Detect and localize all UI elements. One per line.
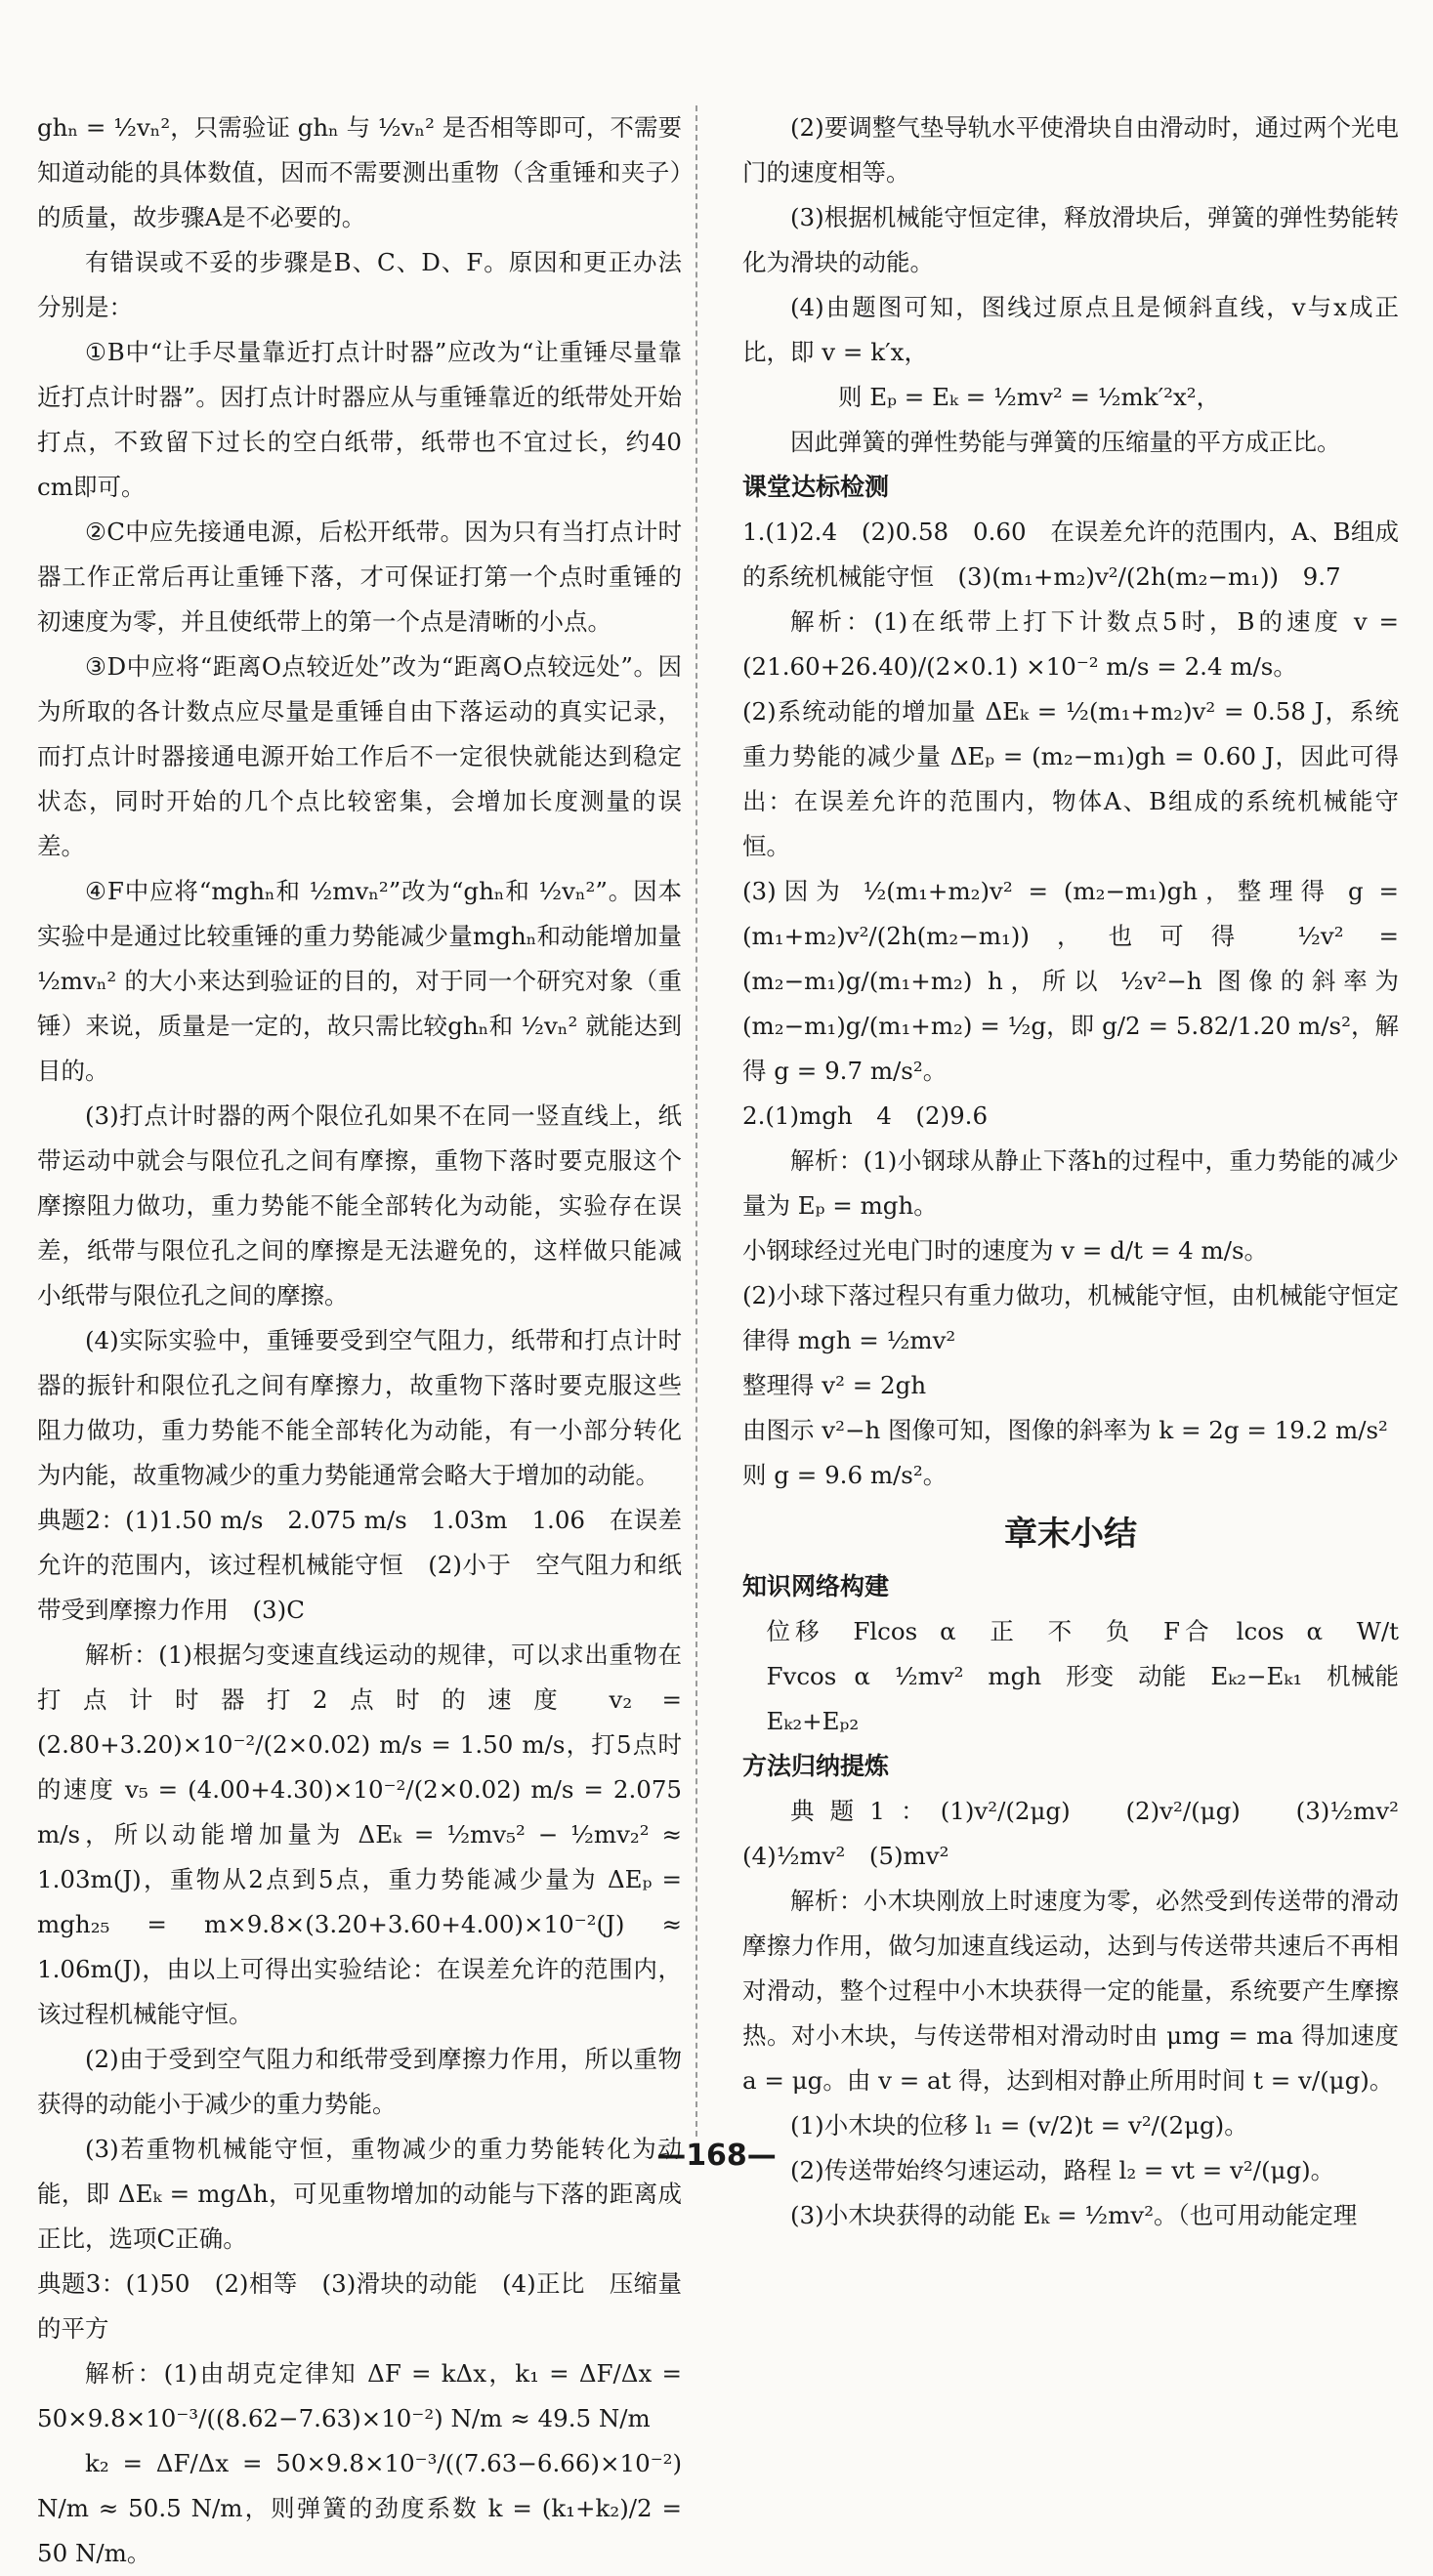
paragraph: (1)小木块的位移 l₁ = (v/2)t = v²/(2μg)。	[790, 2111, 1248, 2140]
right-column	[742, 105, 1423, 2238]
paragraph: (2)由于受到空气阻力和纸带受到摩擦力作用，所以重物获得的动能小于减少的重力势能。	[37, 2045, 682, 2118]
paragraph: 解析：(1)小钢球从静止下落h的过程中，重力势能的减少量为 Eₚ = mgh。	[742, 1146, 1399, 1220]
page-number: —168—	[656, 2139, 777, 2173]
paragraph: 因此弹簧的弹性势能与弹簧的压缩量的平方成正比。	[790, 428, 1341, 456]
section-heading-network: 知识网络构建	[742, 1572, 890, 1600]
paragraph: (3)根据机械能守恒定律，释放滑块后，弹簧的弹性势能转化为滑块的动能。	[742, 203, 1399, 276]
paragraph: 由图示 v²−h 图像可知，图像的斜率为 k = 2g = 19.2 m/s²	[742, 1416, 1388, 1444]
column-divider	[695, 105, 697, 2137]
paragraph: 则 g = 9.6 m/s²。	[742, 1461, 948, 1489]
paragraph: 解析：(1)根据匀变速直线运动的规律，可以求出重物在打点计时器打2点时的速度 v₂ = (2.80+3.20)×10⁻²/(2×0.02) m/s = 1.50 m/s，打5点时的速度 v₅ = (4.00+4.30)×10⁻²/(2×0.02) m/s = 2.075 m/s，所以动能增加量为 ΔEₖ = ½mv₅² − ½mv₂² ≈ 1.03m(J)，重物从2点到5点，重力势能减少量为 ΔEₚ = mgh₂₅ = m×9.8×(3.20+3.60+4.00)×10⁻²(J) ≈ 1.06m(J)，由以上可得出实验结论：在误差允许的范围内，该过程机械能守恒。	[37, 1641, 682, 2028]
paragraph: 1.(1)2.4 (2)0.58 0.60 在误差允许的范围内，A、B组成的系统机械能守恒 (3)(m₁+m₂)v²/(2h(m₂−m₁)) 9.7	[742, 518, 1399, 591]
paragraph: (3)若重物机械能守恒，重物减少的重力势能转化为动能，即 ΔEₖ = mgΔh，可见重物增加的动能与下落的距离成正比，选项C正确。	[37, 2135, 682, 2253]
paragraph: ②C中应先接通电源，后松开纸带。因为只有当打点计时器工作正常后再让重锤下落，才可保证打第一个点时重锤的初速度为零，并且使纸带上的第一个点是清晰的小点。	[37, 518, 682, 636]
paragraph: 解析：小木块刚放上时速度为零，必然受到传送带的滑动摩擦力作用，做匀加速直线运动，达到与传送带共速后不再相对滑动，整个过程中小木块获得一定的能量，系统要产生摩擦热。对小木块，与传送带相对滑动时由 μmg = ma 得加速度 a = μg。由 v = at 得，达到相对静止所用时间 t = v/(μg)。	[742, 1887, 1399, 2095]
section-heading-classroom: 课堂达标检测	[742, 473, 890, 501]
paragraph: k₂ = ΔF/Δx = 50×9.8×10⁻³/((7.63−6.66)×10⁻²) N/m ≈ 50.5 N/m，则弹簧的劲度系数 k = (k₁+k₂)/2 = 50 N/m。	[37, 2449, 682, 2567]
paragraph: 整理得 v² = 2gh	[742, 1371, 927, 1399]
section-heading-method: 方法归纳提炼	[742, 1752, 890, 1780]
paragraph: 典题2：(1)1.50 m/s 2.075 m/s 1.03m 1.06 在误差允许的范围内，该过程机械能守恒 (2)小于 空气阻力和纸带受到摩擦力作用 (3)C	[37, 1506, 682, 1624]
paragraph: (4)由题图可知，图线过原点且是倾斜直线，v与x成正比，即 v = k′x，	[742, 293, 1399, 366]
paragraph: 有错误或不妥的步骤是B、C、D、F。原因和更正办法分别是：	[37, 248, 682, 321]
paragraph: ④F中应将“mghₙ和 ½mvₙ²”改为“ghₙ和 ½vₙ²”。因本实验中是通过比较重锤的重力势能减少量mghₙ和动能增加量 ½mvₙ² 的大小来达到验证的目的，对于同一个研究对象（重锤）来说，质量是一定的，故只需比较ghₙ和 ½vₙ² 就能达到目的。	[37, 877, 682, 1085]
paragraph: 则 Eₚ = Eₖ = ½mv² = ½mk′²x²，	[838, 383, 1221, 411]
paragraph: (2)传送带始终匀速运动，路程 l₂ = vt = v²/(μg)。	[790, 2156, 1335, 2184]
paragraph: 2.(1)mgh 4 (2)9.6	[742, 1101, 989, 1130]
paragraph: 解析：(1)在纸带上打下计数点5时，B的速度 v = (21.60+26.40)/(2×0.1) ×10⁻² m/s = 2.4 m/s。	[742, 607, 1399, 681]
paragraph: 典题3：(1)50 (2)相等 (3)滑块的动能 (4)正比 压缩量的平方	[37, 2269, 682, 2343]
paragraph: (3)打点计时器的两个限位孔如果不在同一竖直线上，纸带运动中就会与限位孔之间有摩擦，重物下落时要克服这个摩擦阻力做功，重力势能不能全部转化为动能，实验存在误差，纸带与限位孔之间的摩擦是无法避免的，这样做只能减小纸带与限位孔之间的摩擦。	[37, 1101, 682, 1309]
paragraph: (2)系统动能的增加量 ΔEₖ = ½(m₁+m₂)v² = 0.58 J，系统重力势能的减少量 ΔEₚ = (m₂−m₁)gh = 0.60 J，因此可得出：在误差允许的范围内，物体A、B组成的系统机械能守恒。	[742, 697, 1399, 860]
paragraph: ③D中应将“距离O点较近处”改为“距离O点较远处”。因为所取的各计数点应尽量是重锤自由下落运动的真实记录，而打点计时器接通电源开始工作后不一定很快就能达到稳定状态，同时开始的几个点比较密集，会增加长度测量的误差。	[37, 652, 682, 860]
paragraph: (3)小木块获得的动能 Eₖ = ½mv²。（也可用动能定理	[790, 2201, 1358, 2229]
paragraph: (2)要调整气垫导轨水平使滑块自由滑动时，通过两个光电门的速度相等。	[742, 113, 1399, 187]
paragraph: 解析：(1)由胡克定律知 ΔF = kΔx，k₁ = ΔF/Δx = 50×9.8×10⁻³/((8.62−7.63)×10⁻²) N/m ≈ 49.5 N/m	[37, 2359, 682, 2432]
paragraph: 小钢球经过光电门时的速度为 v = d/t = 4 m/s。	[742, 1236, 1269, 1265]
paragraph: ghₙ = ½vₙ²，只需验证 ghₙ 与 ½vₙ² 是否相等即可，不需要知道动能的具体数值，因而不需要测出重物（含重锤和夹子）的质量，故步骤A是不必要的。	[37, 113, 682, 231]
chapter-title: 章末小结	[1004, 1515, 1137, 1554]
classroom-test-answers	[742, 510, 1399, 1498]
paragraph: (3)因为 ½(m₁+m₂)v² = (m₂−m₁)gh，整理得 g = (m₁+m₂)v²/(2h(m₂−m₁))，也可得 ½v² = (m₂−m₁)g/(m₁+m₂) h，所以 ½v²−h 图像的斜率为 (m₂−m₁)g/(m₁+m₂) = ½g，即 g/2 = 5.82/1.20 m/s²，解得 g = 9.7 m/s²。	[742, 877, 1399, 1085]
paragraph: (2)小球下落过程只有重力做功，机械能守恒，由机械能守恒定律得 mgh = ½mv²	[742, 1281, 1399, 1354]
knowledge-network-terms: 位移 Flcos α 正 不 负 F合 lcos α W/t Fvcos α ½mv² mgh 形变 动能 Eₖ₂−Eₖ₁ 机械能 Eₖ₂+Eₚ₂	[766, 1617, 1423, 1735]
paragraph: 典题1：(1)v²/(2μg) (2)v²/(μg) (3)½mv² (4)½mv² (5)mv²	[742, 1797, 1423, 1870]
paragraph: ①B中“让手尽量靠近打点计时器”应改为“让重锤尽量靠近打点计时器”。因打点计时器应从与重锤靠近的纸带处开始打点，不致留下过长的空白纸带，纸带也不宜过长，约40 cm即可。	[37, 338, 682, 501]
paragraph: (4)实际实验中，重锤要受到空气阻力，纸带和打点计时器的振针和限位孔之间有摩擦力，故重物下落时要克服这些阻力做功，重力势能不能全部转化为动能，有一小部分转化为内能，故重物减少的重力势能通常会略大于增加的动能。	[37, 1326, 682, 1489]
left-column	[37, 105, 682, 2576]
continued-answer	[742, 105, 1399, 465]
